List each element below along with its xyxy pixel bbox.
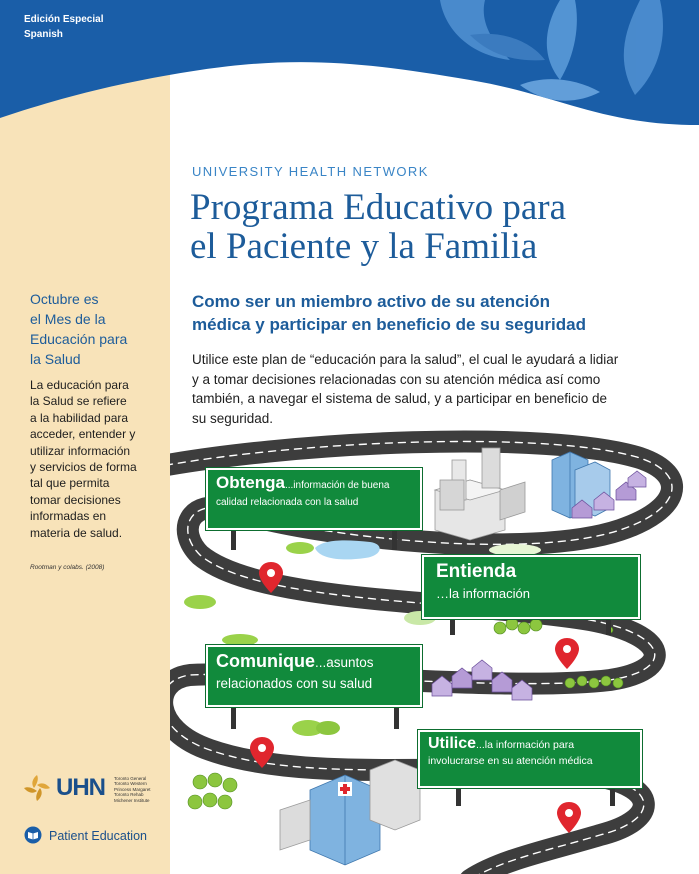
sidebar-body-line: informadas en (30, 509, 107, 524)
road-sign-obtenga (206, 468, 422, 530)
title-line: el Paciente y la Familia (190, 226, 538, 267)
sign-post (231, 530, 236, 550)
sign-post (606, 619, 611, 635)
factory-icon (435, 448, 525, 540)
road-sign-comunique (206, 645, 422, 707)
network-label: UNIVERSITY HEALTH NETWORK (192, 164, 429, 179)
sidebar-body-line: tal que permita (30, 476, 110, 491)
sign-lead: Utilice (428, 735, 477, 752)
sign-lead: Comunique (216, 651, 315, 671)
patient-education-icon (24, 826, 42, 844)
page-subtitle (192, 290, 692, 336)
intro-line: y a tomar decisiones relacionadas con su atención médica así como (192, 371, 601, 387)
intro-line: también, a navegar el sistema de salud, y a participar en beneficio de (192, 391, 607, 407)
sign-post (231, 707, 236, 729)
sign-text: ...la información para (476, 739, 575, 751)
uhn-logo-text: UHN (56, 774, 105, 801)
uhn-hospital-line: Michener Institute (114, 797, 150, 803)
sidebar-body-line: y servicios de forma (30, 460, 137, 475)
sign-post (610, 788, 615, 806)
intro-paragraph (192, 350, 692, 428)
sidebar-body-line: la Salud se refiere (30, 394, 127, 409)
sign-post (392, 530, 397, 550)
pond (315, 540, 380, 559)
page-title (190, 188, 690, 266)
sign-text: …la información (436, 586, 530, 601)
sidebar-heading-line: Educación para (30, 331, 128, 347)
sign-post (394, 707, 399, 729)
uhn-hospitals-list (114, 776, 164, 803)
location-pin-icon (555, 638, 579, 669)
sign-text: ...asuntos (315, 655, 374, 670)
intro-line: Utilice este plan de “educación para la salud”, el cual le ayudará a lidiar (192, 352, 619, 367)
sidebar-body-line: a la habilidad para (30, 410, 129, 425)
sidebar-body-line: tomar decisiones (30, 492, 121, 507)
header-wave (0, 0, 699, 140)
sidebar-heading-line: la Salud (30, 351, 81, 367)
uhn-hospital-line: Princess Margaret (114, 786, 151, 792)
sign-post (456, 788, 461, 806)
uhn-hospital-line: Toronto Rehab (114, 792, 144, 798)
road-sign-utilice (418, 730, 642, 788)
uhn-hospital-line: Toronto General (114, 776, 147, 781)
title-line: Programa Educativo para (190, 187, 567, 228)
edition-line-1: Edición Especial (24, 14, 104, 25)
sidebar-body-line: materia de salud. (30, 525, 123, 540)
uhn-swirl-icon (22, 773, 52, 803)
patient-education-label: Patient Education (49, 829, 147, 843)
sidebar-body-line: utilizar información (30, 443, 131, 458)
sidebar-body (30, 377, 154, 541)
sign-text: relacionados con su salud (216, 676, 373, 691)
sign-lead: Entienda (436, 561, 517, 582)
edition-line-2: Spanish (24, 29, 63, 40)
sign-text: involucrarse en su atención médica (428, 755, 593, 767)
sign-lead: Obtenga (216, 473, 285, 492)
uhn-hospital-line: Toronto Western (114, 781, 147, 787)
sidebar-heading-line: Octubre es (30, 291, 99, 307)
intro-line: su seguridad. (192, 410, 274, 426)
edition-label (24, 12, 103, 42)
sidebar-heading (30, 289, 154, 369)
subtitle-line: Como ser un miembro activo de su atención (192, 292, 551, 311)
location-pin-icon (557, 802, 581, 833)
citation: Rootman y colabs. (2008) (30, 564, 105, 571)
sidebar-body-line: acceder, entender y (30, 427, 136, 442)
sidebar-body-line: La educación para (30, 378, 129, 392)
subtitle-line: médica y participar en beneficio de su seguridad (192, 315, 586, 334)
sidebar-heading-line: el Mes de la (30, 311, 106, 327)
sign-text: ...información de buena (284, 480, 390, 491)
sign-post (450, 619, 455, 635)
road-sign-entienda (422, 555, 640, 619)
sign-text: calidad relacionada con la salud (216, 497, 359, 508)
